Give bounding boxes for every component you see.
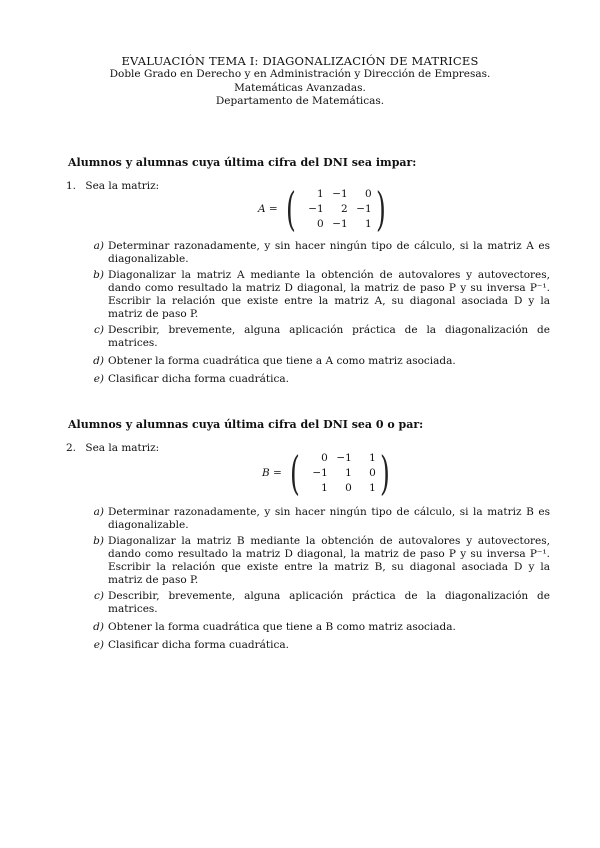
matrix-cell: 1 xyxy=(369,482,376,494)
matrix-cell: −1 xyxy=(332,218,348,230)
header-degree: Doble Grado en Derecho y en Administración y Dirección de Empresas. xyxy=(109,68,491,80)
item-label: e) xyxy=(93,373,104,385)
right-paren: ) xyxy=(375,182,386,236)
item-text: Clasificar dicha forma cuadrática. xyxy=(108,373,289,385)
list-item xyxy=(88,269,550,321)
matrix-cell: −1 xyxy=(356,203,372,215)
matrix-cell: 1 xyxy=(364,218,372,230)
item-text: Determinar razonadamente, y sin hacer ningún tipo de cálculo, si la matriz B es diagonalizable. xyxy=(108,506,550,531)
left-paren: ( xyxy=(285,182,296,236)
section-title: Alumnos y alumnas cuya última cifra del DNI sea impar: xyxy=(68,156,417,169)
section-even-title xyxy=(68,418,548,432)
problem-number: 1. xyxy=(66,180,77,192)
item-label: a) xyxy=(93,506,104,518)
item-text: Diagonalizar la matriz A mediante la obtención de autovalores y autovectores, dando como resultado la matriz D diagonal, la matriz de paso P y su inversa P⁻¹. Escribir la relación que existe entre la matriz A, su diagonal asociada D y la matriz de paso P. xyxy=(108,269,550,320)
matrix-cell: 1 xyxy=(321,482,328,494)
item-label: e) xyxy=(93,639,104,651)
list-item xyxy=(88,639,550,652)
problem-2-items xyxy=(88,506,550,652)
header-course: Matemáticas Avanzadas. xyxy=(234,81,366,94)
matrix-cell: −1 xyxy=(312,467,328,479)
item-text: Obtener la forma cuadrática que tiene a B como matriz asociada. xyxy=(108,621,456,633)
item-text: Describir, brevemente, alguna aplicación práctica de la diagonalización de matrices. xyxy=(108,324,550,349)
list-item xyxy=(88,240,550,266)
list-item xyxy=(88,535,550,587)
matrix-cell: 0 xyxy=(364,188,372,200)
problem-intro: Sea la matriz: xyxy=(85,180,160,192)
item-label: d) xyxy=(93,621,104,633)
list-item xyxy=(88,590,550,616)
problem-1-items xyxy=(88,240,550,386)
matrix-cell: 2 xyxy=(340,203,348,215)
list-item xyxy=(88,373,550,386)
matrix-cell: −1 xyxy=(308,203,324,215)
list-item xyxy=(88,506,550,532)
matrix-cell: 1 xyxy=(345,467,352,479)
matrix-cell: 0 xyxy=(369,467,376,479)
item-label: c) xyxy=(94,324,104,336)
item-text: Determinar razonadamente, y sin hacer ningún tipo de cálculo, si la matriz A es diagonalizable. xyxy=(108,240,550,265)
item-label: c) xyxy=(94,590,104,602)
document-title: EVALUACIÓN TEMA I: DIAGONALIZACIÓN DE MATRICES xyxy=(121,54,479,68)
matrix-label: B = xyxy=(262,467,282,479)
item-label: a) xyxy=(93,240,104,252)
section-title: Alumnos y alumnas cuya última cifra del DNI sea 0 o par: xyxy=(68,418,424,431)
item-label: b) xyxy=(93,269,104,281)
matrix-cell: −1 xyxy=(332,188,348,200)
right-paren: ) xyxy=(379,446,390,500)
matrix-cell: −1 xyxy=(336,452,352,464)
section-odd-title xyxy=(68,156,548,170)
list-item xyxy=(88,324,550,350)
matrix-cell: 0 xyxy=(345,482,352,494)
matrix-grid xyxy=(300,187,372,231)
matrix-a xyxy=(258,182,390,236)
header-department: Departamento de Matemáticas. xyxy=(215,95,385,107)
problem-intro: Sea la matriz: xyxy=(85,442,160,454)
item-text: Describir, brevemente, alguna aplicación práctica de la diagonalización de matrices. xyxy=(108,590,550,615)
matrix-cell: 0 xyxy=(321,452,328,464)
document-header xyxy=(0,54,600,109)
list-item xyxy=(88,621,550,634)
item-text: Obtener la forma cuadrática que tiene a A como matriz asociada. xyxy=(108,355,456,367)
item-text: Diagonalizar la matriz B mediante la obtención de autovalores y autovectores, dando como resultado la matriz D diagonal, la matriz de paso P y su inversa P⁻¹. Escribir la relación que existe entre la matriz B, su diagonal asociada D y la matriz de paso P. xyxy=(108,535,550,586)
matrix-grid xyxy=(304,451,376,495)
matrix-cell: 1 xyxy=(369,452,376,464)
left-paren: ( xyxy=(289,446,300,500)
item-label: b) xyxy=(93,535,104,547)
problem-number: 2. xyxy=(66,442,77,454)
matrix-label: A = xyxy=(258,203,278,215)
list-item xyxy=(88,355,550,368)
item-label: d) xyxy=(93,355,104,367)
matrix-b xyxy=(262,446,394,500)
matrix-cell: 0 xyxy=(316,218,324,230)
item-text: Clasificar dicha forma cuadrática. xyxy=(108,639,289,651)
matrix-cell: 1 xyxy=(316,188,324,200)
